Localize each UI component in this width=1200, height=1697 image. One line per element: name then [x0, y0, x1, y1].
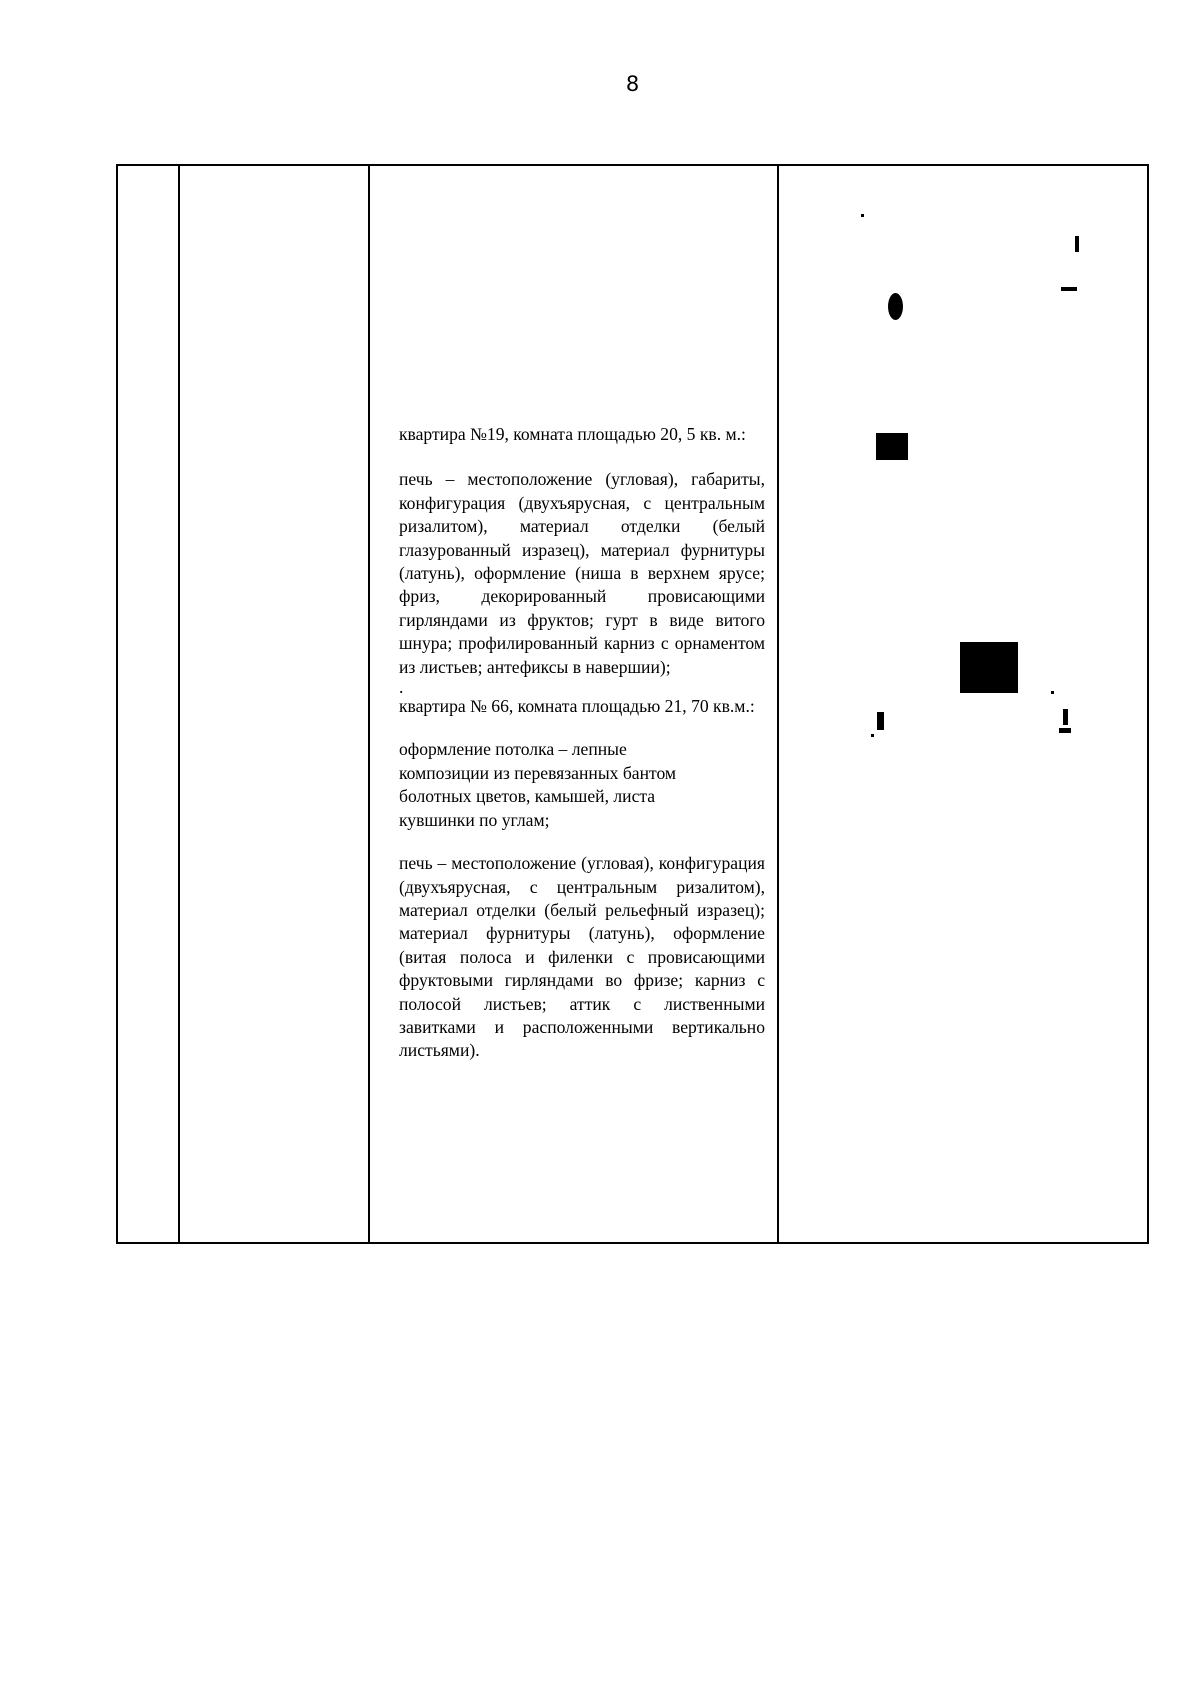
redacted-photo-area — [779, 166, 1147, 1242]
description-cell — [399, 423, 765, 1063]
redaction-mark — [1063, 709, 1068, 725]
redaction-mark — [1059, 728, 1071, 733]
redaction-mark — [888, 293, 903, 320]
page-number: 8 — [625, 72, 640, 96]
redaction-mark — [876, 433, 908, 460]
apartment-19-stove-description: печь – местоположение (угловая), габариты, конфигурация (двухъярусная, с центральным ризалитом), материал отделки (белый глазурованный изразец), материал фурнитуры (латунь), оформление (ниша в верхнем ярусе; фриз, декорированный провисающими гирляндами из фруктов; гурт в виде витого шнура; профилированный карниз с орнаментом из листьев; антефиксы в навершии); — [399, 469, 765, 677]
apartment-66-heading: квартира № 66, комната площадью 21, 70 кв.м.: — [399, 696, 755, 717]
redaction-mark — [877, 712, 884, 730]
column-divider-2 — [368, 166, 370, 1242]
apartment-66-stove-description: печь – местоположение (угловая), конфигурация (двухъярусная, с центральным ризалитом), материал отделки (белый рельефный изразец); материал фурнитуры (латунь), оформление (витая полоса и филенки с провисающими фруктовыми гирляндами во фризе; карниз с полосой листьев; аттик с лиственными завитками и расположенными вертикально листьями). — [399, 853, 765, 1061]
redaction-mark — [861, 214, 864, 217]
redaction-mark — [960, 642, 1018, 693]
separator-dot: . — [399, 677, 404, 698]
document-table — [116, 164, 1149, 1244]
column-divider-1 — [178, 166, 180, 1242]
redaction-mark — [1075, 236, 1079, 252]
apartment-19-heading: квартира №19, комната площадью 20, 5 кв. м.: — [399, 424, 746, 444]
redaction-mark — [1051, 691, 1054, 694]
redaction-mark — [871, 734, 874, 737]
redaction-mark — [1061, 287, 1077, 291]
apartment-66-ceiling-description: оформление потолка – лепные композиции из перевязанных бантом болотных цветов, камышей, листа кувшинки по углам; — [399, 739, 677, 830]
